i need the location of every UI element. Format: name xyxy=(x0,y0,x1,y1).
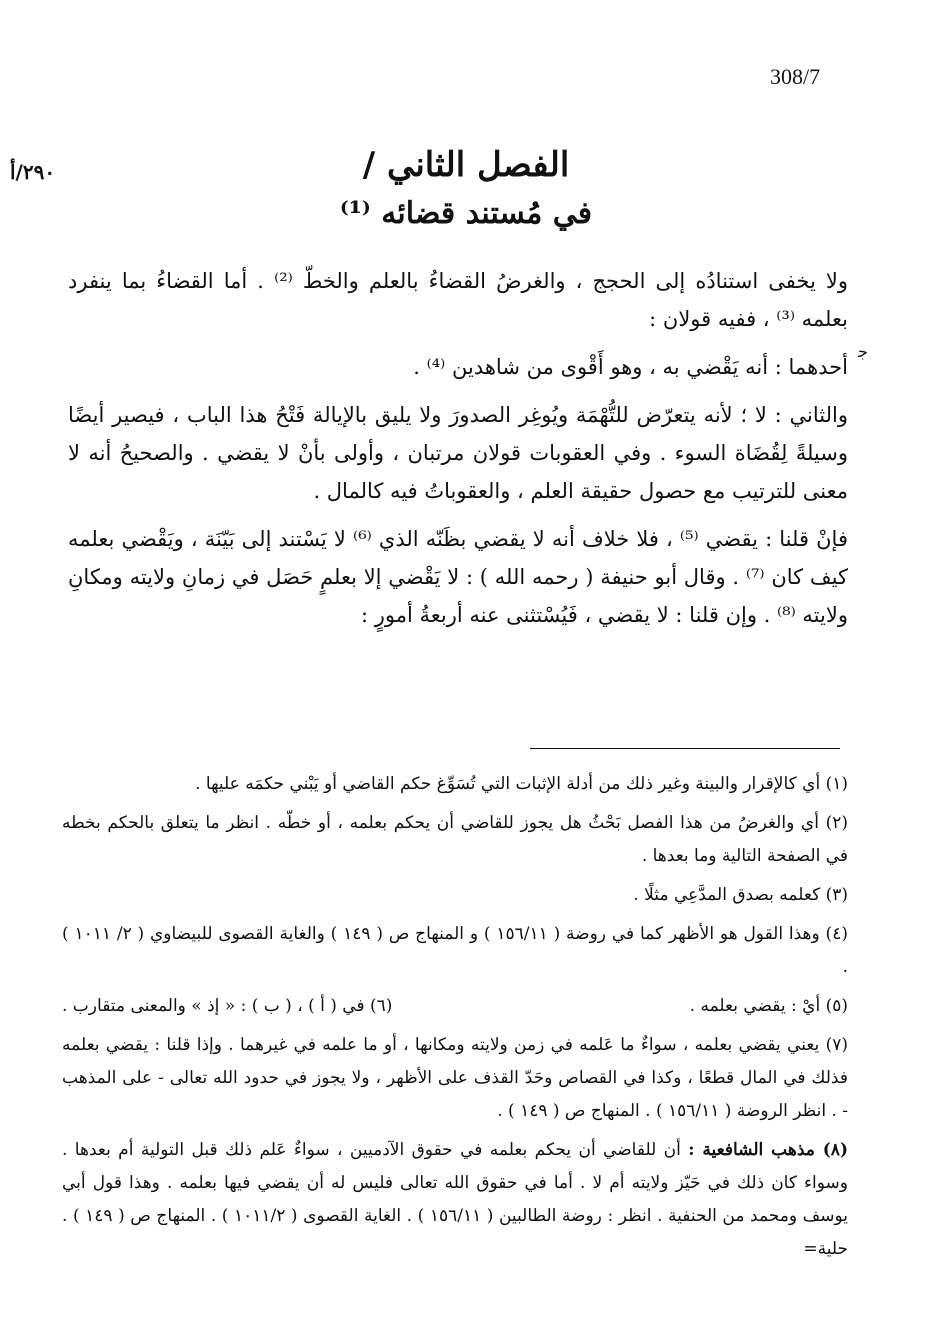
paragraph-3: والثاني : لا ؛ لأنه يتعرّض للتُّهْمَة ويُوغِر الصدورَ ولا يليق بالإيالة فَتْحُ هذا الباب ، فيصير أيضًا وسيلةً لِقُضَاة السوء . وفي العقوبات قولان مرتبان ، وأولى بأنْ لا يقضي . والصحيحُ أنه لا معنى للترتيب مع حصول حقيقة العلم ، والعقوباتُ فيه كالمال . xyxy=(68,403,848,503)
paragraph-1: ولا يخفى استنادُه إلى الحجج ، والغرضُ القضاءُ بالعلم والخطّ ⁽²⁾ . أما القضاءُ بما ينفرد بعلمه ⁽³⁾ ، ففيه قولان : xyxy=(68,269,848,331)
margin-folio: ٢٩٠/أ xyxy=(10,160,56,184)
footnote-row-5-6 xyxy=(62,990,848,1023)
footnote-4: (٤) وهذا القول هو الأظهر كما في روضة ( ١٥٦/١١ ) و المنهاج ص ( ١٤٩ ) والغاية القصوى للبيضاوي ( ٢/ ١٠١١ ) . xyxy=(62,924,848,977)
chapter-title: الفصل الثاني / xyxy=(362,145,570,185)
footnote-2: (٢) أي والغرضُ من هذا الفصل بَحْثُ هل يجوز للقاضي أن يحكم بعلمه ، أو خطّه . انظر ما يتعلق بالحكم بخطه في الصفحة التالية وما بعدها . xyxy=(62,813,848,866)
footnote-6: (٦) في ( أ ) ، ( ب ) : « إذ » والمعنى متقارب . xyxy=(62,996,393,1016)
footnote-8-text: أن للقاضي أن يحكم بعلمه في حقوق الآدميين ، سواءٌ عَلم ذلك قبل التولية أم بعدها . وسواء كان ذلك في حَيّز ولايته أم لا . أما في حقوق الله تعالى فليس له أن يقضي فيها بعلمه . وهذا قول أبي يوسف ومحمد من الحنفية . انظر : روضة الطالبين ( ١٥٦/١١ ) . الغاية القصوى ( ١٠١١/٢ ) . المنهاج ص ( ١٤٩ ) . حلية= xyxy=(62,1140,848,1259)
chapter-subtitle: في مُستند قضائه ⁽¹⁾ xyxy=(339,196,593,231)
footnote-1: (١) أي كالإقرار والبينة وغير ذلك من أدلة الإثبات التي تُسَوِّغ حكم القاضي أو يَبْني حكمَه عليها . xyxy=(195,774,848,794)
footnote-7: (٧) يعني يقضي بعلمه ، سواءٌ ما عَلمه في زمن ولايته ومكانها ، أو ما علمه في غيرهما . وإذا قلنا : يقضي بعلمه فذلك في المال قطعًا ، وكذا في القصاص وحَدّ القذف على الأظهر ، ولا يجوز في حدود الله تعالى - على المذهب - . انظر الروضة ( ١٥٦/١١ ) . المنهاج ص ( ١٤٩ ) . xyxy=(62,1035,848,1121)
stray-mark: ﺟ xyxy=(858,342,868,361)
footnote-8 xyxy=(62,1134,848,1266)
footnotes xyxy=(62,768,848,1272)
page-number: 308/7 xyxy=(770,64,821,89)
paragraph-2: أحدهما : أنه يَقْضي به ، وهو أَقْوى من شاهدين ⁽⁴⁾ . xyxy=(413,355,848,379)
footnote-5: (٥) أيْ : يقضي بعلمه . xyxy=(689,996,848,1016)
footnote-divider xyxy=(530,748,840,749)
paragraph-4: فإنْ قلنا : يقضي ⁽⁵⁾ ، فلا خلاف أنه لا يقضي بظَنّه الذي ⁽⁶⁾ لا يَسْتند إلى بَيّنَة ، ويَقْضي بعلمه كيف كان ⁽⁷⁾ . وقال أبو حنيفة ( رحمه الله ) : لا يَقْضي إلا بعلمٍ حَصَل في زمانِ ولايته ومكانِ ولايته ⁽⁸⁾ . وإن قلنا : لا يقضي ، فَيُسْتثنى عنه أربعةُ أمورٍ : xyxy=(68,527,848,627)
footnote-8-label: (٨) مذهب الشافعية : xyxy=(688,1140,848,1160)
body-text xyxy=(68,262,848,644)
footnote-3: (٣) كعلمه بصدق المدَّعِي مثلًا . xyxy=(633,885,848,905)
